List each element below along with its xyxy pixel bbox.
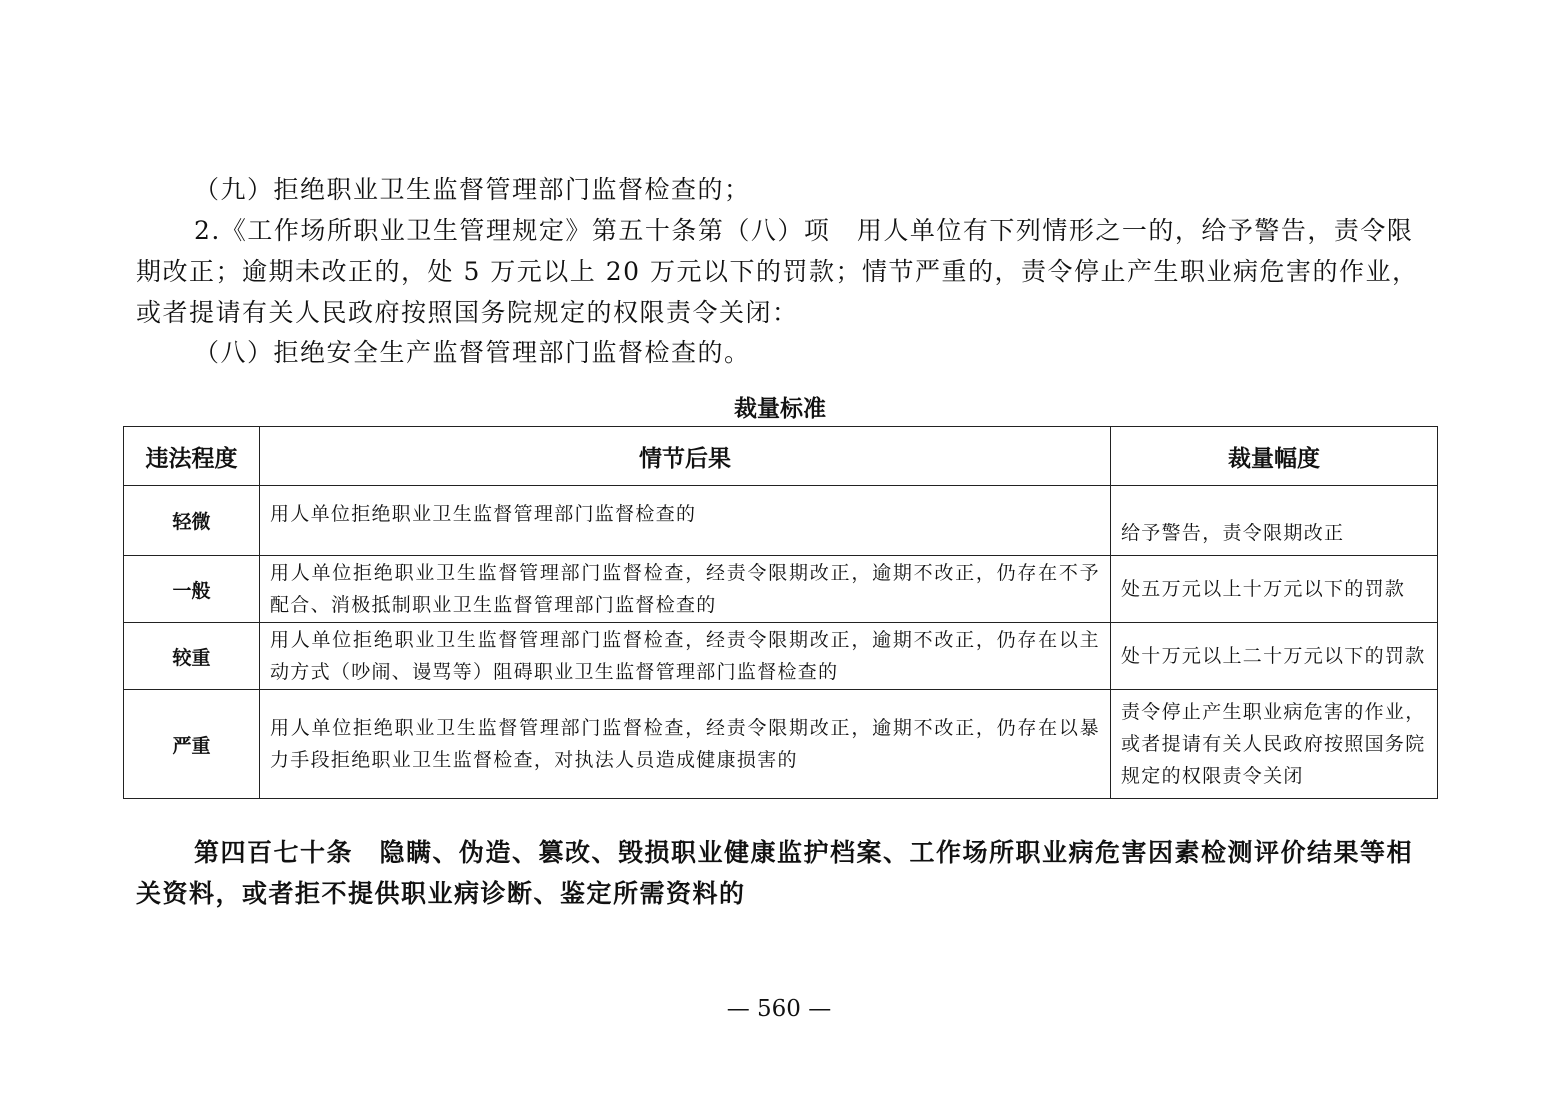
table-title: 裁量标准 — [734, 396, 826, 422]
consequence-cell: 用人单位拒绝职业卫生监督管理部门监督检查的 — [260, 486, 1111, 556]
article-470-heading: 第四百七十条 隐瞒、伪造、篡改、毁损职业健康监护档案、工作场所职业病危害因素检测评价结果等相关资料，或者拒不提供职业病诊断、鉴定所需资料的 — [136, 838, 1414, 908]
table-row — [124, 623, 1438, 690]
violation-level-cell: 轻微 — [124, 486, 260, 556]
consequence-cell: 用人单位拒绝职业卫生监督管理部门监督检查，经责令限期改正，逾期不改正，仍存在不予配合、消极抵制职业卫生监督管理部门监督检查的 — [260, 556, 1111, 623]
consequence-cell: 用人单位拒绝职业卫生监督管理部门监督检查，经责令限期改正，逾期不改正，仍存在以暴力手段拒绝职业卫生监督检查，对执法人员造成健康损害的 — [260, 690, 1111, 799]
penalty-cell: 处十万元以上二十万元以下的罚款 — [1111, 623, 1438, 690]
paragraph-regulation: 2.《工作场所职业卫生管理规定》第五十条第（八）项 用人单位有下列情形之一的，给予警告，责令限期改正；逾期未改正的，处 5 万元以上 20 万元以下的罚款；情节严重的，责令停止产生职业病危害的作业，或者提请有关人民政府按照国务院规定的权限责令关闭： — [136, 216, 1419, 327]
table-row — [124, 690, 1438, 799]
table-row — [124, 556, 1438, 623]
page-number: — 560 — — [726, 996, 832, 1022]
consequence-cell: 用人单位拒绝职业卫生监督管理部门监督检查，经责令限期改正，逾期不改正，仍存在以主动方式（吵闹、谩骂等）阻碍职业卫生监督管理部门监督检查的 — [260, 623, 1111, 690]
violation-level-cell: 严重 — [124, 690, 260, 799]
paragraph-item-eight: （八）拒绝安全生产监督管理部门监督检查的。 — [194, 338, 751, 367]
table-row — [124, 486, 1438, 556]
header-consequence: 情节后果 — [260, 427, 1111, 486]
header-violation-level: 违法程度 — [124, 427, 260, 486]
penalty-cell: 给予警告，责令限期改正 — [1111, 486, 1438, 556]
header-penalty-range: 裁量幅度 — [1111, 427, 1438, 486]
penalty-cell: 责令停止产生职业病危害的作业，或者提请有关人民政府按照国务院规定的权限责令关闭 — [1111, 690, 1438, 799]
penalty-cell: 处五万元以上十万元以下的罚款 — [1111, 556, 1438, 623]
violation-level-cell: 较重 — [124, 623, 260, 690]
paragraph-item-nine: （九）拒绝职业卫生监督管理部门监督检查的； — [194, 175, 751, 204]
discretion-standard-table — [123, 426, 1438, 799]
table-header-row — [124, 427, 1438, 486]
violation-level-cell: 一般 — [124, 556, 260, 623]
